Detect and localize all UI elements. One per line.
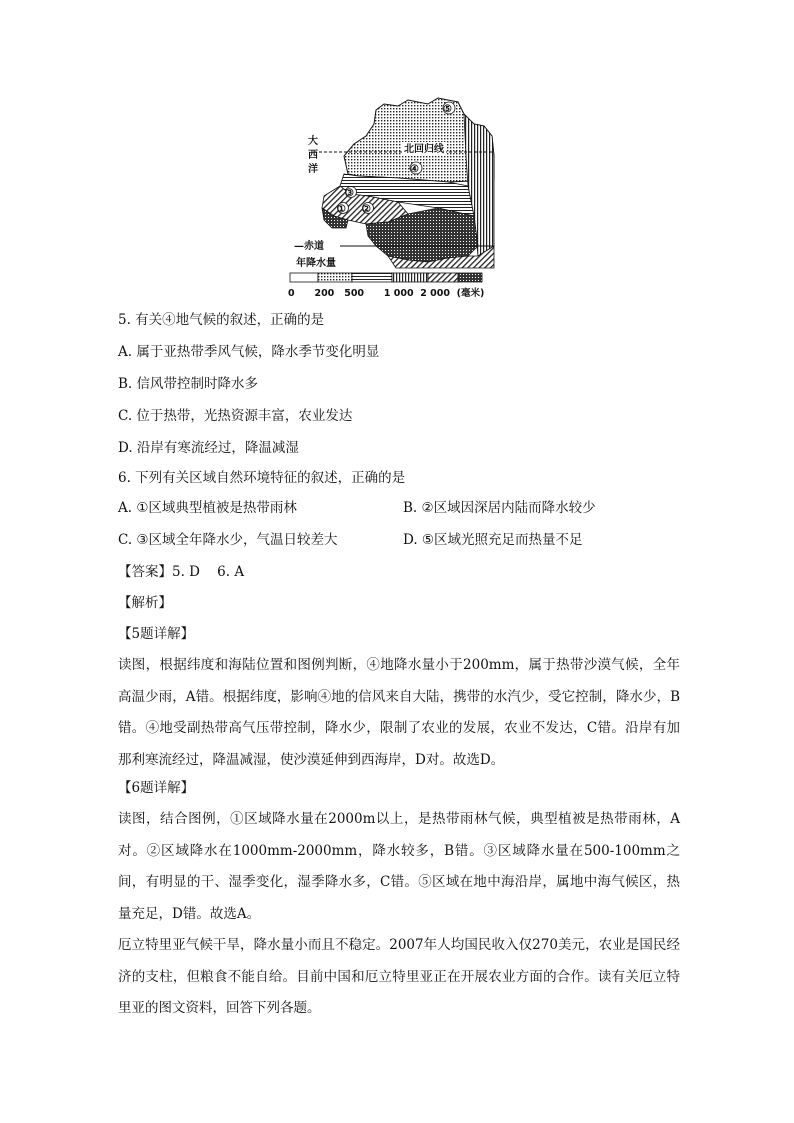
tropic-label: 北回归线 (404, 144, 444, 155)
legend-title: 年降水量 (296, 258, 336, 269)
ocean-label-3: 洋 (308, 164, 318, 175)
detail6-heading: 【6题详解】 (118, 780, 195, 796)
region-2-label: ② (362, 204, 371, 215)
q5-stem: 5. 有关④地气候的叙述，正确的是 (118, 312, 325, 328)
legend-ticks: 0 200 500 1 000 2 000 (毫米) (288, 288, 485, 299)
q5-option-a: A. 属于亚热带季风气候，降水季节变化明显 (118, 344, 380, 360)
map-figure (288, 96, 514, 306)
legend-swatch-1000 (392, 273, 428, 282)
q6-stem: 6. 下列有关区域自然环境特征的叙述，正确的是 (118, 470, 406, 486)
legend-swatch-0 (290, 273, 318, 282)
legend-swatch-500 (352, 273, 392, 282)
q6-option-a: A. ①区域典型植被是热带雨林 (118, 500, 297, 516)
q6-option-d: D. ⑤区域光照充足而热量不足 (403, 532, 583, 548)
ocean-label-2: 西 (308, 150, 318, 161)
ocean-label-1: 大 (308, 136, 318, 147)
legend-swatch-max (458, 273, 482, 282)
answer-line: 【答案】5. D 6. A (118, 564, 245, 580)
africa-precipitation-map (288, 96, 514, 306)
q5-option-c: C. 位于热带，光热资源丰富，农业发达 (118, 408, 353, 424)
q6-option-b: B. ②区域因深居内陆而降水较少 (403, 500, 596, 516)
region-4-label: ④ (410, 164, 419, 175)
detail5-paragraph: 读图，根据纬度和海陆位置和图例判断，④地降水量小于200mm，属于热带沙漠气候，全年高温少雨，A错。根据纬度，影响④地的信风来自大陆，携带的水汽少，受它控制，降水少，B错。④地受副热带高气压带控制，降水少，限制了农业的发展，农业不发达，C错。沿岸有加那利寒流经过，降温减湿，使沙漠延伸到西海岸，D对。故选D。 (118, 657, 680, 768)
detail5-heading: 【5题详解】 (118, 626, 195, 642)
equator-label: —赤道 (294, 241, 324, 252)
q6-option-c: C. ③区域全年降水少，气温日较差大 (118, 532, 338, 548)
legend-swatch-200 (318, 273, 352, 282)
region-3-label: ③ (345, 188, 354, 199)
q5-option-b: B. 信风带控制时降水多 (118, 376, 259, 392)
detail6-paragraph: 读图，结合图例，①区域降水量在2000m以上，是热带雨林气候，典型植被是热带雨林，A对。②区域降水在1000mm-2000mm，降水较多，B错。③区域降水量在500-100mm之间，有明显的干、湿季变化，湿季降水多，C错。⑤区域在地中海沿岸，属地中海气候区，热量充足，D错。故选A。 (118, 811, 680, 922)
legend-swatch-2000 (428, 273, 458, 282)
analysis-heading: 【解析】 (118, 595, 172, 611)
region-5-label: ⑤ (443, 104, 452, 115)
intro-paragraph: 厄立特里亚气候干旱，降水量小而且不稳定。2007年人均国民收入仅270美元，农业是国民经济的支柱，但粮食不能自给。目前中国和厄立特里亚正在开展农业方面的合作。读有关厄立特里亚的图文资料，回答下列各题。 (118, 937, 680, 1016)
q5-option-d: D. 沿岸有寒流经过，降温减湿 (118, 440, 299, 456)
region-1-label: ① (337, 204, 346, 215)
